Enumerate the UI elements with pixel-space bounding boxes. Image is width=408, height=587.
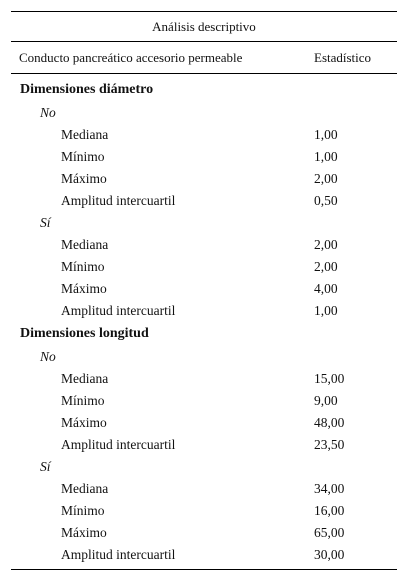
row-value: 30,00 — [314, 547, 345, 562]
table-row — [11, 522, 397, 544]
table-caption: Análisis descriptivo — [11, 12, 397, 42]
row-value: 0,50 — [314, 193, 338, 208]
row-label: Mediana — [61, 237, 109, 252]
table-row — [11, 368, 397, 390]
table-row — [11, 234, 397, 256]
table-header-row — [11, 42, 397, 74]
row-value: 16,00 — [314, 503, 345, 518]
row-value: 2,00 — [314, 171, 338, 186]
column-header-statistic: Estadístico — [314, 50, 372, 65]
row-value: 1,00 — [314, 127, 338, 142]
row-label: Mínimo — [61, 149, 105, 164]
column-header-variable: Conducto pancreático accesorio permeable — [19, 50, 243, 65]
descriptive-analysis-table — [11, 11, 397, 570]
row-label: Amplitud intercuartil — [61, 193, 176, 208]
group-label: Sí — [40, 215, 51, 230]
row-label: Máximo — [61, 415, 107, 430]
row-label: Mínimo — [61, 259, 105, 274]
group-label: No — [40, 349, 56, 364]
row-value: 2,00 — [314, 259, 338, 274]
row-label: Máximo — [61, 281, 107, 296]
row-value: 9,00 — [314, 393, 338, 408]
row-label: Mediana — [61, 127, 109, 142]
table-row — [11, 500, 397, 522]
table-row — [11, 390, 397, 412]
row-value: 48,00 — [314, 415, 345, 430]
table-row — [11, 168, 397, 190]
row-label: Amplitud intercuartil — [61, 437, 176, 452]
row-label: Mínimo — [61, 503, 105, 518]
row-label: Mínimo — [61, 393, 105, 408]
row-value: 65,00 — [314, 525, 345, 540]
row-label: Máximo — [61, 525, 107, 540]
row-value: 1,00 — [314, 149, 338, 164]
table-row — [11, 544, 397, 566]
table-row — [11, 434, 397, 456]
group-label: Sí — [40, 459, 51, 474]
table-row — [11, 124, 397, 146]
row-value: 15,00 — [314, 371, 345, 386]
row-value: 23,50 — [314, 437, 345, 452]
table-row — [11, 256, 397, 278]
row-label: Mediana — [61, 481, 109, 496]
row-value: 4,00 — [314, 281, 338, 296]
row-label: Amplitud intercuartil — [61, 547, 176, 562]
row-value: 1,00 — [314, 303, 338, 318]
row-label: Mediana — [61, 371, 109, 386]
row-value: 34,00 — [314, 481, 345, 496]
table-row — [11, 190, 397, 212]
row-label: Máximo — [61, 171, 107, 186]
table-row — [11, 278, 397, 300]
section-title-length: Dimensiones longitud — [20, 326, 149, 341]
table-row — [11, 146, 397, 168]
group-label: No — [40, 105, 56, 120]
table-row — [11, 478, 397, 500]
row-value: 2,00 — [314, 237, 338, 252]
section-title-diameter: Dimensiones diámetro — [20, 82, 154, 97]
row-label: Amplitud intercuartil — [61, 303, 176, 318]
table-row — [11, 300, 397, 322]
table-row — [11, 412, 397, 434]
